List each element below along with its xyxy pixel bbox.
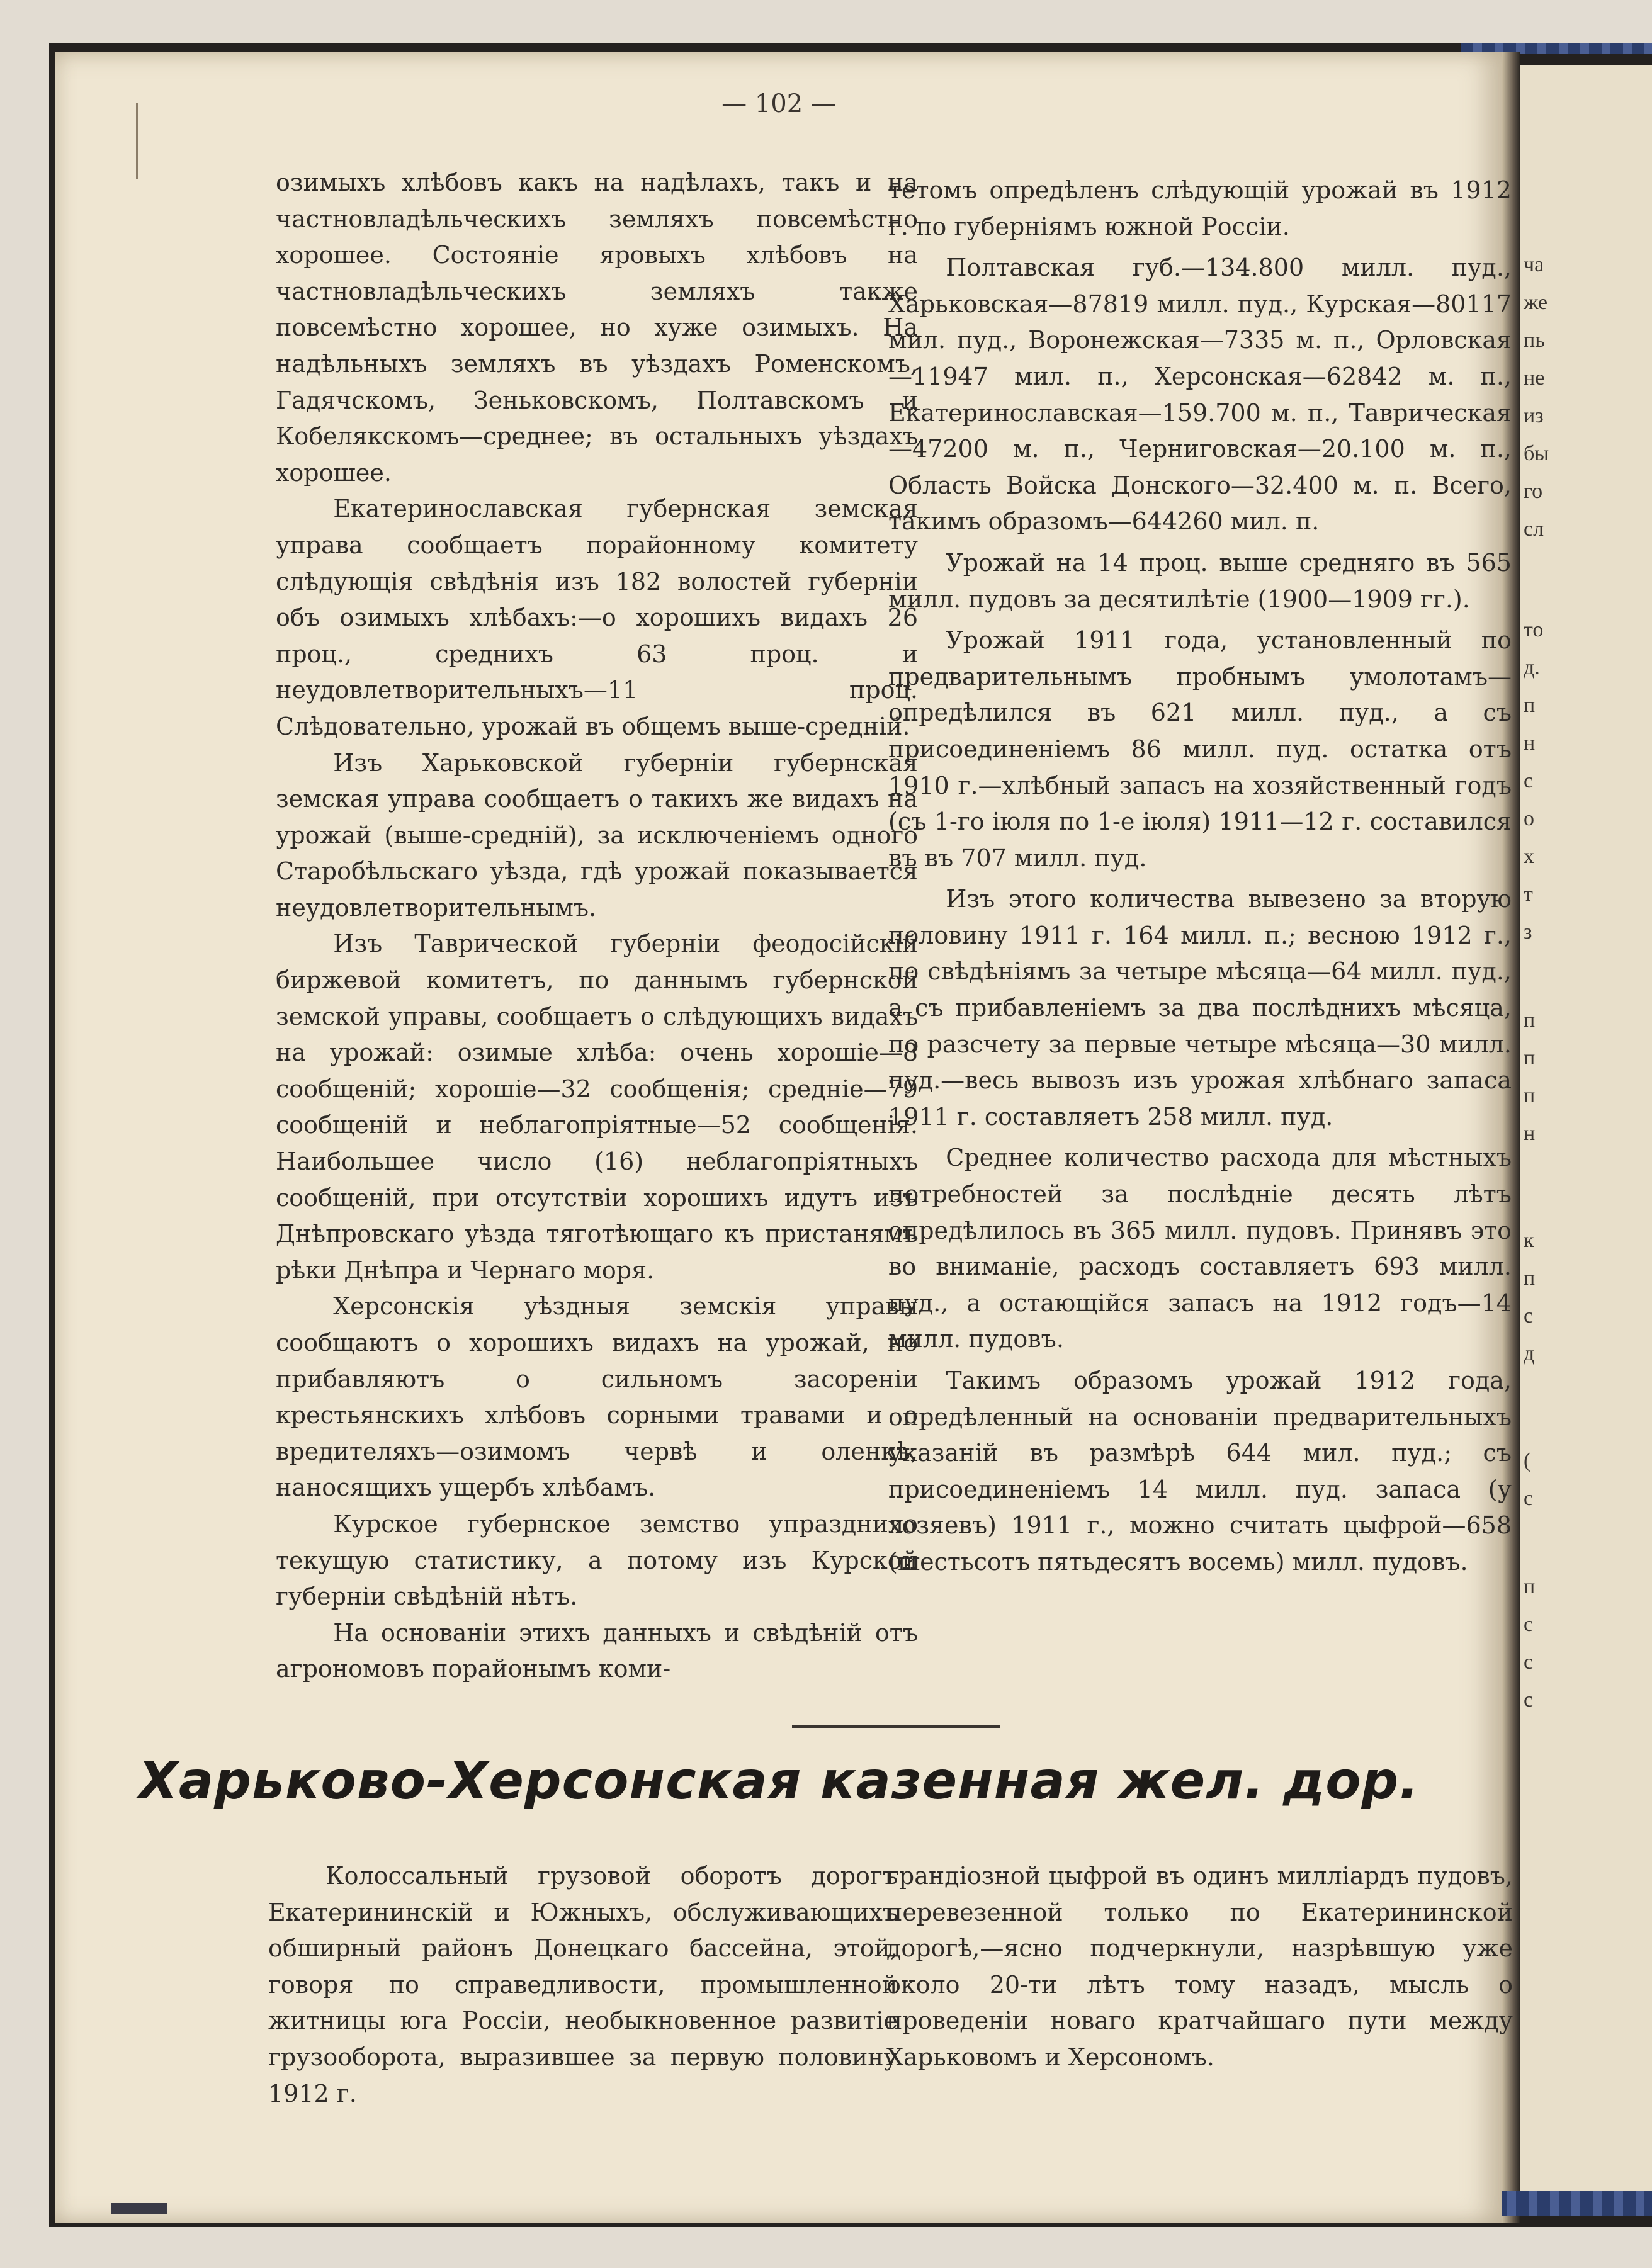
next-page-fragment: з bbox=[1524, 920, 1532, 944]
next-page-fragment: пь bbox=[1524, 329, 1545, 352]
next-page-fragment: н bbox=[1524, 731, 1536, 755]
next-page-fragment: д. bbox=[1524, 656, 1540, 679]
next-page-fragment: с bbox=[1524, 1304, 1534, 1328]
lower-left-column bbox=[268, 1858, 898, 2112]
next-page-fragment: ( bbox=[1524, 1449, 1531, 1472]
paragraph: Изъ Харьковской губерніи губернская земская управа сообщаетъ о такихъ же видахъ на урожай (выше-средній), за исключеніемъ одного Старобѣльскаго уѣзда, гдѣ урожай показывается неудовлетворительнымъ. bbox=[276, 748, 918, 922]
paragraph: Урожай на 14 проц. выше средняго въ 565 милл. пудовъ за десятилѣтіе (1900—1909 гг.). bbox=[888, 548, 1512, 613]
next-page-fragment: т bbox=[1524, 883, 1533, 906]
page bbox=[55, 52, 1513, 2223]
paragraph: Херсонскія уѣздныя земскія управы сообщаютъ о хорошихъ видахъ на урожай, но прибавляютъ о сильномъ засореніи крестьянскихъ хлѣбовъ сорными травами и о вредителяхъ—озимомъ червѣ и оленкѣ, наносящихъ ущербъ хлѣбамъ. bbox=[276, 1292, 918, 1502]
paragraph: Урожай 1911 года, установленный по предварительнымъ пробнымъ умолотамъ—опредѣлился въ 621 милл. пуд., а съ присоединеніемъ 86 милл. пуд. остатка отъ 1910 г.—хлѣбный запасъ на хозяйственный годъ (съ 1-го іюля по 1-е іюля) 1911—12 г. составился въ въ 707 милл. пуд. bbox=[888, 626, 1512, 872]
next-page-fragment: п bbox=[1524, 1267, 1536, 1290]
next-page-edge bbox=[1517, 65, 1652, 2193]
paragraph: озимыхъ хлѣбовъ какъ на надѣлахъ, такъ и на частновладѣльческихъ земляхъ повсемѣстно хорошее. Состояніе яровыхъ хлѣбовъ на частновладѣльческихъ земляхъ также повсемѣстно хорошее, но хуже озимыхъ. На надѣльныхъ земляхъ въ уѣздахъ Роменскомъ, Гадячскомъ, Зеньковскомъ, Полтавскомъ и Кобелякскомъ—среднее; въ остальныхъ уѣздахъ хорошее. bbox=[276, 169, 918, 487]
next-page-fragment: п bbox=[1524, 694, 1536, 717]
next-page-fragment: п bbox=[1524, 1575, 1536, 1598]
paragraph: тетомъ опредѣленъ слѣдующій урожай въ 1912 г. по губерніямъ южной Россіи. bbox=[888, 176, 1512, 240]
upper-left-column bbox=[276, 165, 918, 1688]
next-page-fragment: не bbox=[1524, 366, 1545, 390]
next-page-fragment: к bbox=[1524, 1229, 1534, 1252]
next-page-fragment: из bbox=[1524, 404, 1544, 427]
next-page-fragment: с bbox=[1524, 1650, 1534, 1674]
next-page-fragment: п bbox=[1524, 1084, 1536, 1107]
paragraph: На основаніи этихъ данныхъ и свѣдѣній отъ агрономовъ порайонымъ коми- bbox=[276, 1618, 918, 1683]
article-headline: Харьково-Херсонская казенная жел. дор. bbox=[138, 1751, 1420, 1811]
paragraph: Среднее количество расхода для мѣстныхъ потребностей за послѣдніе десять лѣтъ опредѣлилось въ 365 милл. пудовъ. Принявъ это во вниманіе, расходъ составляетъ 693 милл. пуд., а остающійся запасъ на 1912 годъ—14 милл. пудовъ. bbox=[888, 1144, 1512, 1353]
next-page-fragment: с bbox=[1524, 769, 1534, 793]
next-page-fragment: д bbox=[1524, 1342, 1535, 1365]
section-divider bbox=[792, 1725, 1000, 1728]
paragraph: Курское губернское земство упразднило текущую статистику, а потому изъ Курской губерніи свѣдѣній нѣтъ. bbox=[276, 1509, 918, 1611]
paragraph: грандіозной цыфрой въ одинъ милліардъ пудовъ, перевезенной только по Екатерининской дорогѣ,—ясно подчеркнули, назрѣвшую уже около 20-ти лѣтъ тому назадъ, мысль о проведеніи новаго кратчайшаго пути между Харьковомъ и Херсономъ. bbox=[886, 1862, 1513, 2071]
next-page-fragment: то bbox=[1524, 618, 1544, 641]
next-page-fragment: бы bbox=[1524, 442, 1549, 465]
next-page-fragment: п bbox=[1524, 1008, 1536, 1032]
paragraph: Екатеринославская губернская земская управа сообщаетъ порайонному комитету слѣдующія свѣдѣнія изъ 182 волостей губерніи объ озимыхъ хлѣбахъ:—о хорошихъ видахъ 26 проц., среднихъ 63 проц. и неудовлетворительныхъ—11 проц. Слѣдовательно, урожай въ общемъ выше-средній. bbox=[276, 495, 918, 740]
next-page-fragment: ча bbox=[1524, 253, 1544, 276]
next-page-fragment: с bbox=[1524, 1487, 1534, 1510]
paragraph: Такимъ образомъ урожай 1912 года, опредѣленный на основаніи предварительныхъ указаній въ размѣрѣ 644 мил. пуд.; съ присоединеніемъ 14 милл. пуд. запаса (у хозяевъ) 1911 г., можно считать цыфрой—658 (шестьсотъ пятьдесятъ восемь) милл. пудовъ. bbox=[888, 1367, 1512, 1576]
next-page-fragment: же bbox=[1524, 291, 1548, 314]
paragraph: Изъ Таврической губерніи феодосійскій биржевой комитетъ, по даннымъ губернской земской управы, сообщаетъ о слѣдующихъ видахъ на урожай: озимые хлѣба: очень хорошіе—8 сообщеній; хорошіе—32 сообщенія; средніе—79 сообщеній и неблагопріятные—52 сообщенія. Наибольшее число (16) неблагопріятныхъ сообщеній, при отсутствіи хорошихъ идутъ изъ Днѣпровскаго уѣзда тяготѣющаго къ пристанямъ рѣки Днѣпра и Чернаго моря. bbox=[276, 930, 918, 1284]
library-stamp bbox=[111, 2203, 167, 2214]
next-page-fragment: с bbox=[1524, 1613, 1534, 1636]
paragraph: Колоссальный грузовой оборотъ дорогъ Екатерининскій и Южныхъ, обслуживающихъ обширный районъ Донецкаго бассейна, этой, говоря по справедливости, промышленной житницы юга Россіи, необыкновенное развитіе грузооборота, выразившее за первую половину 1912 г. bbox=[268, 1862, 898, 2107]
next-page-fragment: н bbox=[1524, 1122, 1536, 1145]
next-page-fragment: с bbox=[1524, 1688, 1534, 1712]
next-page-fragment: п bbox=[1524, 1046, 1536, 1069]
paragraph: Полтавская губ.—134.800 милл. пуд., Харьковская—87819 милл. пуд., Курская—80117 мил. пуд., Воронежская—7335 м. п., Орловская—11947 мил. п., Херсонская—62842 м. п., Екатеринославская—159.700 м. п., Таврическая—47200 м. п., Черниговская—20.100 м. п., Область Войска Донского—32.400 м. п. Всего, такимъ образомъ—644260 мил. п. bbox=[888, 254, 1512, 536]
lower-right-column bbox=[886, 1858, 1513, 2076]
next-page-fragment: о bbox=[1524, 807, 1534, 830]
next-page-fragment: х bbox=[1524, 845, 1534, 868]
next-page-fragment: го bbox=[1524, 480, 1543, 503]
upper-right-column bbox=[888, 172, 1512, 1581]
next-page-fragment: сл bbox=[1524, 517, 1544, 541]
page-number: — 102 — bbox=[721, 89, 836, 118]
paragraph: Изъ этого количества вывезено за вторую половину 1911 г. 164 милл. п.; весною 1912 г., по свѣдѣніямъ за четыре мѣсяца—64 милл. пуд., а съ прибавленіемъ за два послѣднихъ мѣсяца, по разсчету за первые четыре мѣсяца—30 милл. пуд.—весь вывозъ изъ урожая хлѣбнаго запаса 1911 г. составляетъ 258 милл. пуд. bbox=[888, 885, 1512, 1131]
